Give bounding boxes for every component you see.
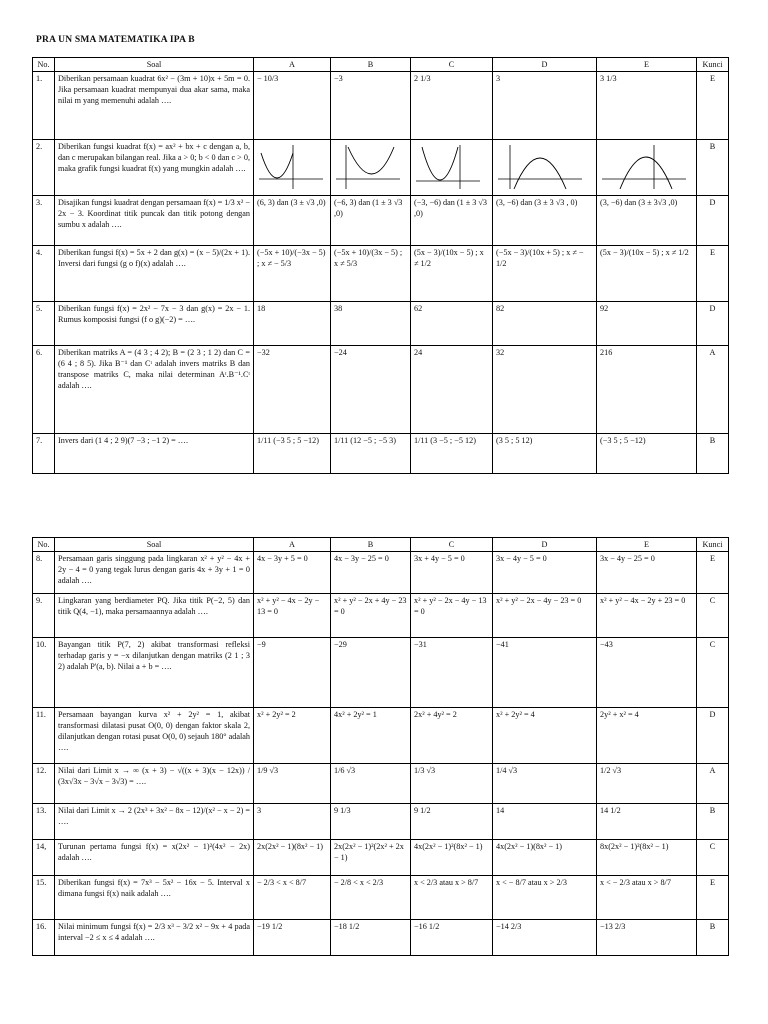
table-row	[33, 876, 729, 920]
graph-e-icon	[600, 143, 690, 191]
option-c: −31	[411, 638, 493, 708]
question-number: 8.	[33, 552, 55, 594]
question-text: Nilai dari Limit x → 2 (2x³ + 3x² − 8x − 12)/(x² − x − 2) = ….	[55, 804, 254, 840]
header-kunci: Kunci	[697, 538, 729, 552]
question-text: Invers dari (1 4 ; 2 9)(7 −3 ; −1 2) = ….	[55, 434, 254, 474]
question-number: 3.	[33, 196, 55, 246]
option-a: 18	[254, 302, 331, 346]
option-e: (5x − 3)/(10x − 5) ; x ≠ 1/2	[597, 246, 697, 302]
option-b: −18 1/2	[331, 920, 411, 956]
table-row	[33, 140, 729, 196]
question-text: Bayangan titik P(7, 2) akibat transformasi refleksi terhadap garis y = −x dilanjutkan dengan matriks (2 1 ; 3 2) adalah P'(a, b). Nilai a + b = ….	[55, 638, 254, 708]
option-e: 92	[597, 302, 697, 346]
answer-key: B	[697, 920, 729, 956]
table-row	[33, 72, 729, 140]
option-a: − 2/3 < x < 8/7	[254, 876, 331, 920]
table-header-row	[33, 58, 729, 72]
option-d: 1/4 √3	[493, 764, 597, 804]
table-row	[33, 196, 729, 246]
option-b: −3	[331, 72, 411, 140]
option-c: 62	[411, 302, 493, 346]
answer-key: E	[697, 876, 729, 920]
option-c: −16 1/2	[411, 920, 493, 956]
question-number: 14,	[33, 840, 55, 876]
option-e: (3, −6) dan (3 ± 3√3 ,0)	[597, 196, 697, 246]
header-b: B	[331, 58, 411, 72]
option-a: −32	[254, 346, 331, 434]
question-text: Diberikan fungsi f(x) = 2x² − 7x − 3 dan g(x) = 2x − 1. Rumus komposisi fungsi (f o g)(−2) = ….	[55, 302, 254, 346]
table-row	[33, 840, 729, 876]
table-row	[33, 434, 729, 474]
question-number: 4.	[33, 246, 55, 302]
answer-key: C	[697, 840, 729, 876]
option-a	[254, 140, 331, 196]
graph-b-icon	[334, 143, 404, 191]
option-d: −14 2/3	[493, 920, 597, 956]
option-e: 3x − 4y − 25 = 0	[597, 552, 697, 594]
option-e: 1/2 √3	[597, 764, 697, 804]
option-c: 24	[411, 346, 493, 434]
option-d: 4x(2x² − 1)(8x² − 1)	[493, 840, 597, 876]
option-c: 4x(2x² − 1)²(8x² − 1)	[411, 840, 493, 876]
option-e: x < − 2/3 atau x > 8/7	[597, 876, 697, 920]
header-c: C	[411, 538, 493, 552]
option-d: 3	[493, 72, 597, 140]
header-kunci: Kunci	[697, 58, 729, 72]
option-b: (−6, 3) dan (1 ± 3 √3 ,0)	[331, 196, 411, 246]
option-d: 32	[493, 346, 597, 434]
option-c: x² + y² − 2x − 4y − 13 = 0	[411, 594, 493, 638]
header-c: C	[411, 58, 493, 72]
table-row	[33, 804, 729, 840]
option-b	[331, 140, 411, 196]
option-b: 2x(2x² − 1)²(2x² + 2x − 1)	[331, 840, 411, 876]
header-soal: Soal	[55, 58, 254, 72]
header-a: A	[254, 538, 331, 552]
table-row	[33, 302, 729, 346]
page-title: PRA UN SMA MATEMATIKA IPA B	[36, 35, 195, 45]
option-a: 1/11 (−3 5 ; 5 −12)	[254, 434, 331, 474]
option-a: (−5x + 10)/(−3x − 5) ; x ≠ − 5/3	[254, 246, 331, 302]
option-d: x² + 2y² = 4	[493, 708, 597, 764]
question-number: 6.	[33, 346, 55, 434]
question-table-1	[32, 57, 729, 474]
option-a: x² + 2y² = 2	[254, 708, 331, 764]
table-row	[33, 708, 729, 764]
option-c: 9 1/2	[411, 804, 493, 840]
header-e: E	[597, 58, 697, 72]
option-d: (−5x − 3)/(10x + 5) ; x ≠ − 1/2	[493, 246, 597, 302]
option-c: 2 1/3	[411, 72, 493, 140]
option-e	[597, 140, 697, 196]
option-b: (−5x + 10)/(3x − 5) ; x ≠ 5/3	[331, 246, 411, 302]
question-text: Disajikan fungsi kuadrat dengan persamaan f(x) = 1/3 x² − 2x − 3. Koordinat titik puncak dan titik potong dengan sumbu x adalah ….	[55, 196, 254, 246]
answer-key: A	[697, 764, 729, 804]
question-number: 7.	[33, 434, 55, 474]
answer-key: C	[697, 594, 729, 638]
option-d: 14	[493, 804, 597, 840]
option-c: 1/3 √3	[411, 764, 493, 804]
question-number: 1.	[33, 72, 55, 140]
option-b: 1/6 √3	[331, 764, 411, 804]
option-d: x < − 8/7 atau x > 2/3	[493, 876, 597, 920]
question-number: 2.	[33, 140, 55, 196]
question-text: Persamaan garis singgung pada lingkaran x² + y² − 4x + 2y − 4 = 0 yang tegak lurus dengan garis 4x + 3y + 1 = 0 adalah ….	[55, 552, 254, 594]
option-b: 4x² + 2y² = 1	[331, 708, 411, 764]
question-table-2	[32, 537, 729, 956]
option-b: 4x − 3y − 25 = 0	[331, 552, 411, 594]
option-a: −19 1/2	[254, 920, 331, 956]
question-number: 11.	[33, 708, 55, 764]
option-e: 8x(2x² − 1)²(8x² − 1)	[597, 840, 697, 876]
table-header-row	[33, 538, 729, 552]
answer-key: E	[697, 552, 729, 594]
option-d: (3, −6) dan (3 ± 3 √3 , 0)	[493, 196, 597, 246]
header-e: E	[597, 538, 697, 552]
option-c: 3x + 4y − 5 = 0	[411, 552, 493, 594]
option-e: x² + y² − 4x − 2y + 23 = 0	[597, 594, 697, 638]
option-d: −41	[493, 638, 597, 708]
option-a: x² + y² − 4x − 2y − 13 = 0	[254, 594, 331, 638]
option-a: −9	[254, 638, 331, 708]
question-number: 5.	[33, 302, 55, 346]
question-text: Persamaan bayangan kurva x² + 2y² = 1, akibat transformasi dilatasi pusat O(0, 0) dengan faktor skala 2, dilanjutkan dengan rotasi pusat O(0, 0) sejauh 180° adalah ….	[55, 708, 254, 764]
header-soal: Soal	[55, 538, 254, 552]
header-a: A	[254, 58, 331, 72]
option-d: 82	[493, 302, 597, 346]
table-row	[33, 764, 729, 804]
answer-key: D	[697, 196, 729, 246]
option-e: −13 2/3	[597, 920, 697, 956]
option-e: −43	[597, 638, 697, 708]
question-number: 16.	[33, 920, 55, 956]
option-e: 14 1/2	[597, 804, 697, 840]
option-d: x² + y² − 2x − 4y − 23 = 0	[493, 594, 597, 638]
answer-key: B	[697, 804, 729, 840]
option-a: (6, 3) dan (3 ± √3 ,0)	[254, 196, 331, 246]
option-c: (−3, −6) dan (1 ± 3 √3 ,0)	[411, 196, 493, 246]
question-text: Diberikan persamaan kuadrat 6x² − (3m + 10)x + 5m = 0. Jika persamaan kuadrat mempunyai dua akar sama, maka nilai m yang memenuhi adalah ….	[55, 72, 254, 140]
option-b: 38	[331, 302, 411, 346]
table-row	[33, 920, 729, 956]
graph-c-icon	[414, 143, 484, 191]
answer-key: B	[697, 140, 729, 196]
header-d: D	[493, 538, 597, 552]
answer-key: D	[697, 302, 729, 346]
option-b: −29	[331, 638, 411, 708]
table-row	[33, 552, 729, 594]
option-a: 1/9 √3	[254, 764, 331, 804]
answer-key: B	[697, 434, 729, 474]
graph-d-icon	[496, 143, 586, 191]
graph-a-icon	[257, 143, 327, 191]
table-row	[33, 638, 729, 708]
answer-key: A	[697, 346, 729, 434]
option-a: 3	[254, 804, 331, 840]
option-d: (3 5 ; 5 12)	[493, 434, 597, 474]
option-a: − 10/3	[254, 72, 331, 140]
header-no: No.	[33, 538, 55, 552]
question-number: 9.	[33, 594, 55, 638]
option-c: 1/11 (3 −5 ; −5 12)	[411, 434, 493, 474]
question-text: Diberikan fungsi f(x) = 5x + 2 dan g(x) = (x − 5)/(2x + 1). Inversi dari fungsi (g o f)(x) adalah ….	[55, 246, 254, 302]
option-d: 3x − 4y − 5 = 0	[493, 552, 597, 594]
option-c: (5x − 3)/(10x − 5) ; x ≠ 1/2	[411, 246, 493, 302]
answer-key: D	[697, 708, 729, 764]
question-text: Diberikan matriks A = (4 3 ; 4 2); B = (2 3 ; 1 2) dan C = (6 4 ; 8 5). Jika B⁻¹ dan Cᵗ adalah invers matriks B dan transpose matriks C, maka nilai determinan Aᵗ.B⁻¹.Cᵗ adalah ….	[55, 346, 254, 434]
option-d	[493, 140, 597, 196]
question-number: 15.	[33, 876, 55, 920]
question-text: Turunan pertama fungsi f(x) = x(2x² − 1)²(4x² − 2x) adalah ….	[55, 840, 254, 876]
question-text: Nilai dari Limit x → ∞ (x + 3) − √((x + 3)(x − 12x)) / (3x√3x − 3√x − 3√3) = ….	[55, 764, 254, 804]
question-text: Diberikan fungsi kuadrat f(x) = ax² + bx + c dengan a, b, dan c merupakan bilangan real. Jika a > 0; b < 0 dan c > 0, maka grafik fungsi kuadrat f(x) yang mungkin adalah ….	[55, 140, 254, 196]
answer-key: E	[697, 72, 729, 140]
option-e: 2y² + x² = 4	[597, 708, 697, 764]
option-c: 2x² + 4y² = 2	[411, 708, 493, 764]
table-row	[33, 594, 729, 638]
option-e: 3 1/3	[597, 72, 697, 140]
option-b: 1/11 (12 −5 ; −5 3)	[331, 434, 411, 474]
question-text: Lingkaran yang berdiameter PQ. Jika titik P(−2, 5) dan titik Q(4, −1), maka persamaannya adalah ….	[55, 594, 254, 638]
option-b: − 2/8 < x < 2/3	[331, 876, 411, 920]
header-b: B	[331, 538, 411, 552]
option-b: −24	[331, 346, 411, 434]
answer-key: E	[697, 246, 729, 302]
option-c: x < 2/3 atau x > 8/7	[411, 876, 493, 920]
option-a: 2x(2x² − 1)(8x² − 1)	[254, 840, 331, 876]
header-no: No.	[33, 58, 55, 72]
question-text: Nilai minimum fungsi f(x) = 2/3 x³ − 3/2 x² − 9x + 4 pada interval −2 ≤ x ≤ 4 adalah ….	[55, 920, 254, 956]
option-b: 9 1/3	[331, 804, 411, 840]
question-number: 12.	[33, 764, 55, 804]
header-d: D	[493, 58, 597, 72]
option-b: x² + y² − 2x + 4y − 23 = 0	[331, 594, 411, 638]
option-a: 4x − 3y + 5 = 0	[254, 552, 331, 594]
option-e: (−3 5 ; 5 −12)	[597, 434, 697, 474]
option-c	[411, 140, 493, 196]
table-row	[33, 346, 729, 434]
table-row	[33, 246, 729, 302]
answer-key: C	[697, 638, 729, 708]
question-text: Diberikan fungsi f(x) = 7x³ − 5x² − 16x − 5. Interval x dimana fungsi f(x) naik adalah ….	[55, 876, 254, 920]
question-number: 10.	[33, 638, 55, 708]
question-number: 13.	[33, 804, 55, 840]
option-e: 216	[597, 346, 697, 434]
